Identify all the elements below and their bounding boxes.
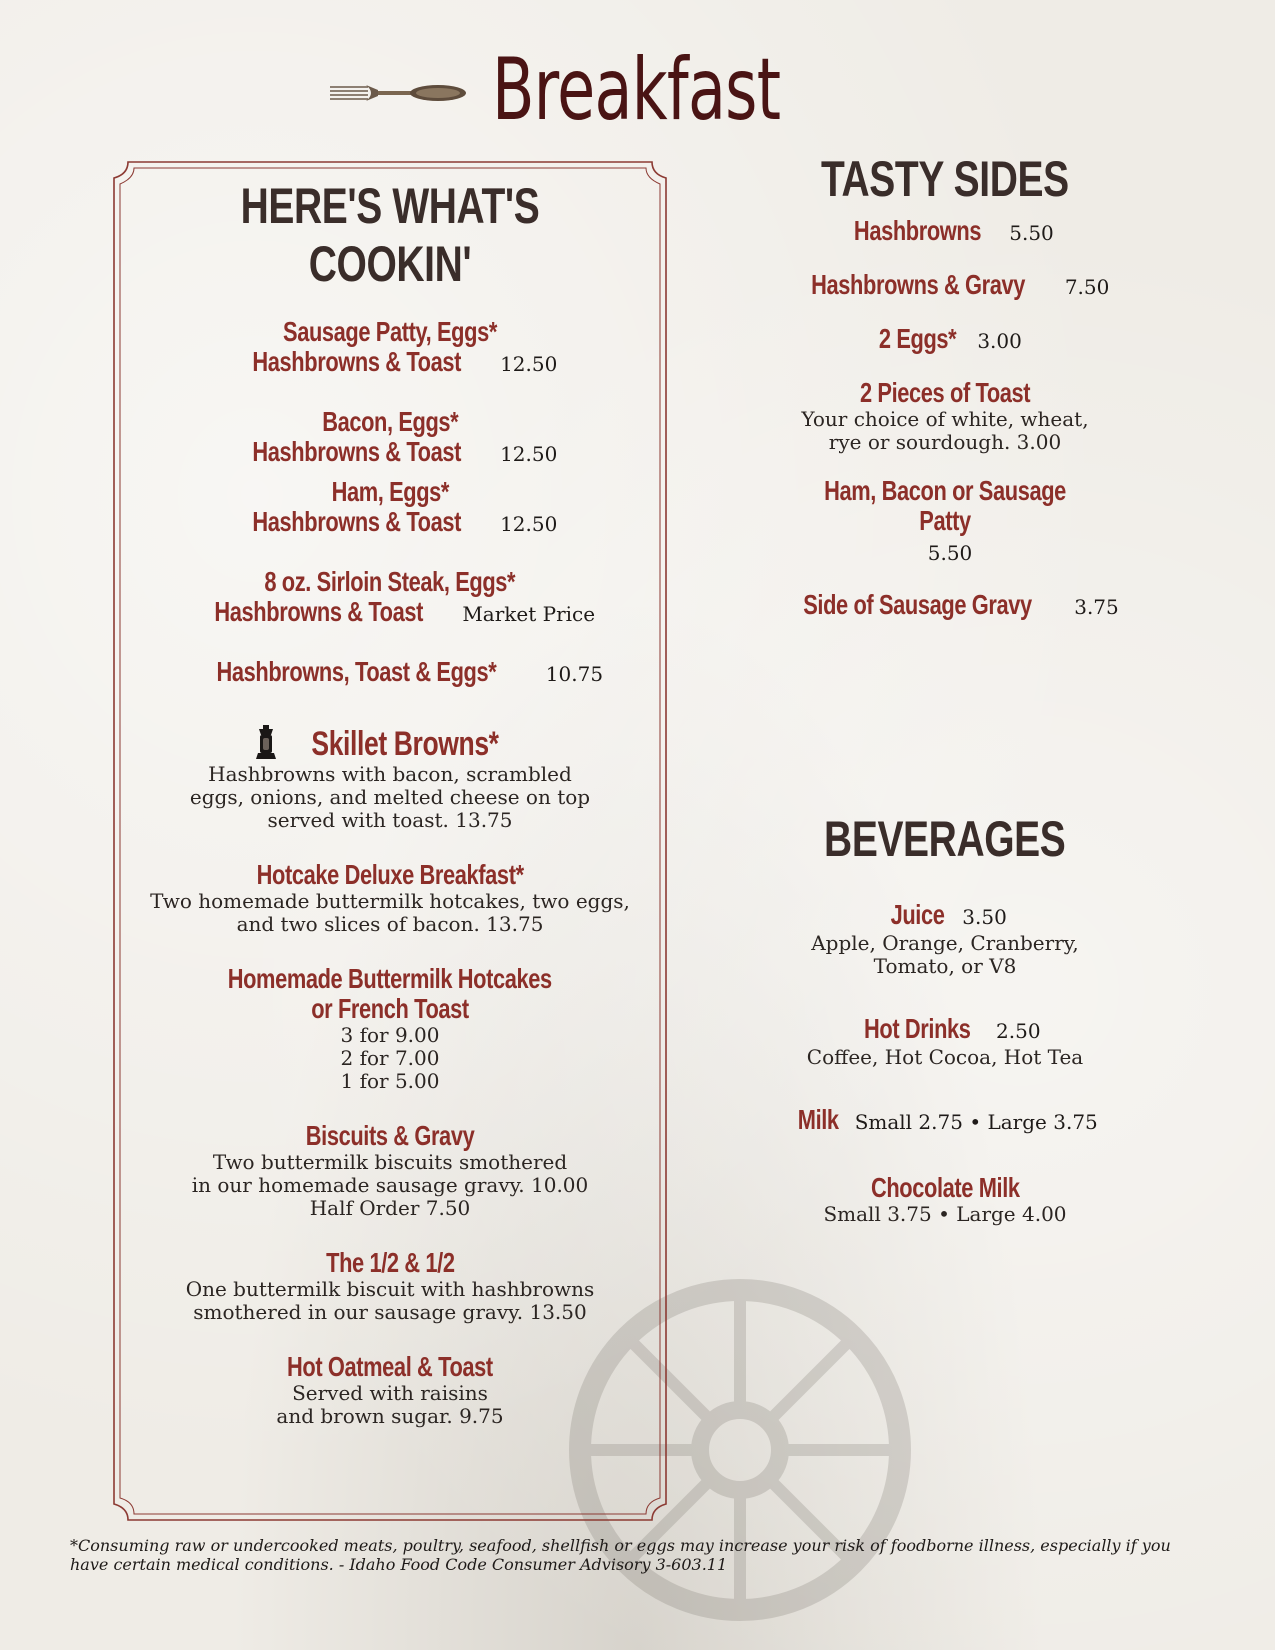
section-heading-sides: TASTY SIDES [821, 151, 1069, 207]
item-description: Small 3.75 • Large 4.00 [823, 1202, 1067, 1226]
breakfast-menu [120, 165, 660, 1456]
item-description: Served with raisins [292, 1381, 488, 1405]
beverages [755, 810, 1135, 1262]
item-name: Chocolate Milk [870, 1172, 1020, 1203]
item-price: Market Price [462, 602, 596, 626]
item-description: Hashbrowns with bacon, scrambled [208, 762, 572, 786]
item-name: Ham, Bacon or Sausage Patty [824, 475, 1066, 536]
item-description: smothered in our sausage gravy. 13.50 [193, 1300, 587, 1324]
menu-item [120, 567, 660, 629]
item-price: 10.75 [545, 662, 604, 686]
item-name: 2 Eggs* [879, 323, 957, 354]
side-item [755, 324, 1135, 356]
item-description: One buttermilk biscuit with hashbrowns [185, 1277, 595, 1301]
fork-icon [330, 82, 472, 104]
item-name: 8 oz. Sirloin Steak, Eggs* [264, 566, 516, 597]
item-name: Hashbrowns & Toast [252, 346, 461, 377]
menu-item [120, 657, 660, 689]
section-heading-cookin: HERE'S WHAT'S COOKIN' [240, 178, 540, 292]
item-price: 2.50 [996, 1019, 1041, 1043]
item-name: Biscuits & Gravy [305, 1120, 475, 1151]
side-item [755, 590, 1135, 622]
side-item [755, 378, 1135, 454]
item-name: or French Toast [311, 993, 469, 1024]
tasty-sides [755, 150, 1135, 644]
item-name: Hashbrowns & Toast [252, 436, 461, 467]
item-description: 1 for 5.00 [340, 1069, 440, 1093]
menu-item [120, 1121, 660, 1220]
item-name: Hashbrowns & Toast [252, 506, 461, 537]
item-description: Coffee, Hot Cocoa, Hot Tea [806, 1045, 1084, 1069]
item-price: 5.50 [1009, 221, 1054, 245]
item-price: 12.50 [500, 512, 558, 536]
item-price: 3.50 [962, 905, 1007, 929]
item-description: Apple, Orange, Cranberry, [811, 931, 1079, 955]
item-price: 12.50 [500, 352, 558, 376]
item-price: 7.50 [1064, 275, 1110, 299]
item-description: and brown sugar. 9.75 [276, 1404, 504, 1428]
item-name: Hashbrowns [854, 215, 982, 246]
beverage-item [755, 1105, 1135, 1137]
item-description: rye or sourdough. 3.00 [828, 430, 1062, 454]
item-name: Bacon, Eggs* [321, 406, 459, 437]
lantern-icon [255, 725, 277, 761]
menu-item [120, 964, 660, 1093]
beverage-item [755, 900, 1135, 978]
item-price: 5.50 [927, 541, 973, 565]
item-name: Milk [797, 1104, 839, 1135]
item-price: 3.00 [977, 329, 1022, 353]
item-name: Side of Sausage Gravy [803, 589, 1032, 620]
item-name: Hot Oatmeal & Toast [287, 1351, 493, 1382]
item-name: Hashbrowns & Toast [214, 596, 423, 627]
item-name: Juice [890, 899, 945, 930]
item-description: Two buttermilk biscuits smothered [212, 1150, 568, 1174]
menu-item [120, 860, 660, 936]
item-price: 12.50 [500, 442, 558, 466]
item-name: Hotcake Deluxe Breakfast* [256, 859, 524, 890]
page-header [0, 40, 1275, 140]
item-description: served with toast. 13.75 [267, 808, 513, 832]
item-name: Hot Drinks [864, 1013, 971, 1044]
side-item [755, 476, 1135, 568]
item-name: Sausage Patty, Eggs* [283, 316, 497, 347]
item-name: The 1/2 & 1/2 [325, 1247, 455, 1278]
menu-item [120, 725, 660, 832]
item-description: and two slices of bacon. 13.75 [236, 912, 544, 936]
item-description: Your choice of white, wheat, [801, 407, 1089, 431]
item-description: eggs, onions, and melted cheese on top [189, 785, 591, 809]
menu-item [120, 1248, 660, 1324]
item-description: 3 for 9.00 [340, 1023, 440, 1047]
page-title: Breakfast [492, 40, 781, 140]
item-description: 2 for 7.00 [340, 1046, 440, 1070]
item-name: Hashbrowns, Toast & Eggs* [216, 656, 497, 687]
item-description: Half Order 7.50 [309, 1196, 471, 1220]
item-description: Two homemade buttermilk hotcakes, two eggs, [150, 889, 630, 913]
item-description: Tomato, or V8 [873, 954, 1017, 978]
food-safety-footnote: *Consuming raw or undercooked meats, poultry, seafood, shellfish or eggs may increase your risk of foodborne illness, especially if you have certain medical conditions. - Idaho Food Code Consumer Advisory 3-603.11 [70, 1536, 1171, 1574]
side-item [755, 270, 1135, 302]
side-item [755, 216, 1135, 248]
menu-item [120, 317, 660, 379]
beverage-item [755, 1014, 1135, 1069]
item-price: Small 2.75 • Large 3.75 [854, 1110, 1098, 1134]
item-price: 3.75 [1074, 595, 1119, 619]
menu-item [120, 407, 660, 469]
item-name: 2 Pieces of Toast [859, 377, 1031, 408]
item-name: Hashbrowns & Gravy [810, 269, 1025, 300]
item-name: Ham, Eggs* [331, 476, 449, 507]
menu-item [120, 477, 660, 539]
section-heading-beverages: BEVERAGES [824, 811, 1066, 867]
item-name: Homemade Buttermilk Hotcakes [227, 963, 553, 994]
item-name: Skillet Browns* [311, 725, 499, 763]
item-description: in our homemade sausage gravy. 10.00 [191, 1173, 589, 1197]
menu-item [120, 1352, 660, 1428]
beverage-item [755, 1173, 1135, 1226]
